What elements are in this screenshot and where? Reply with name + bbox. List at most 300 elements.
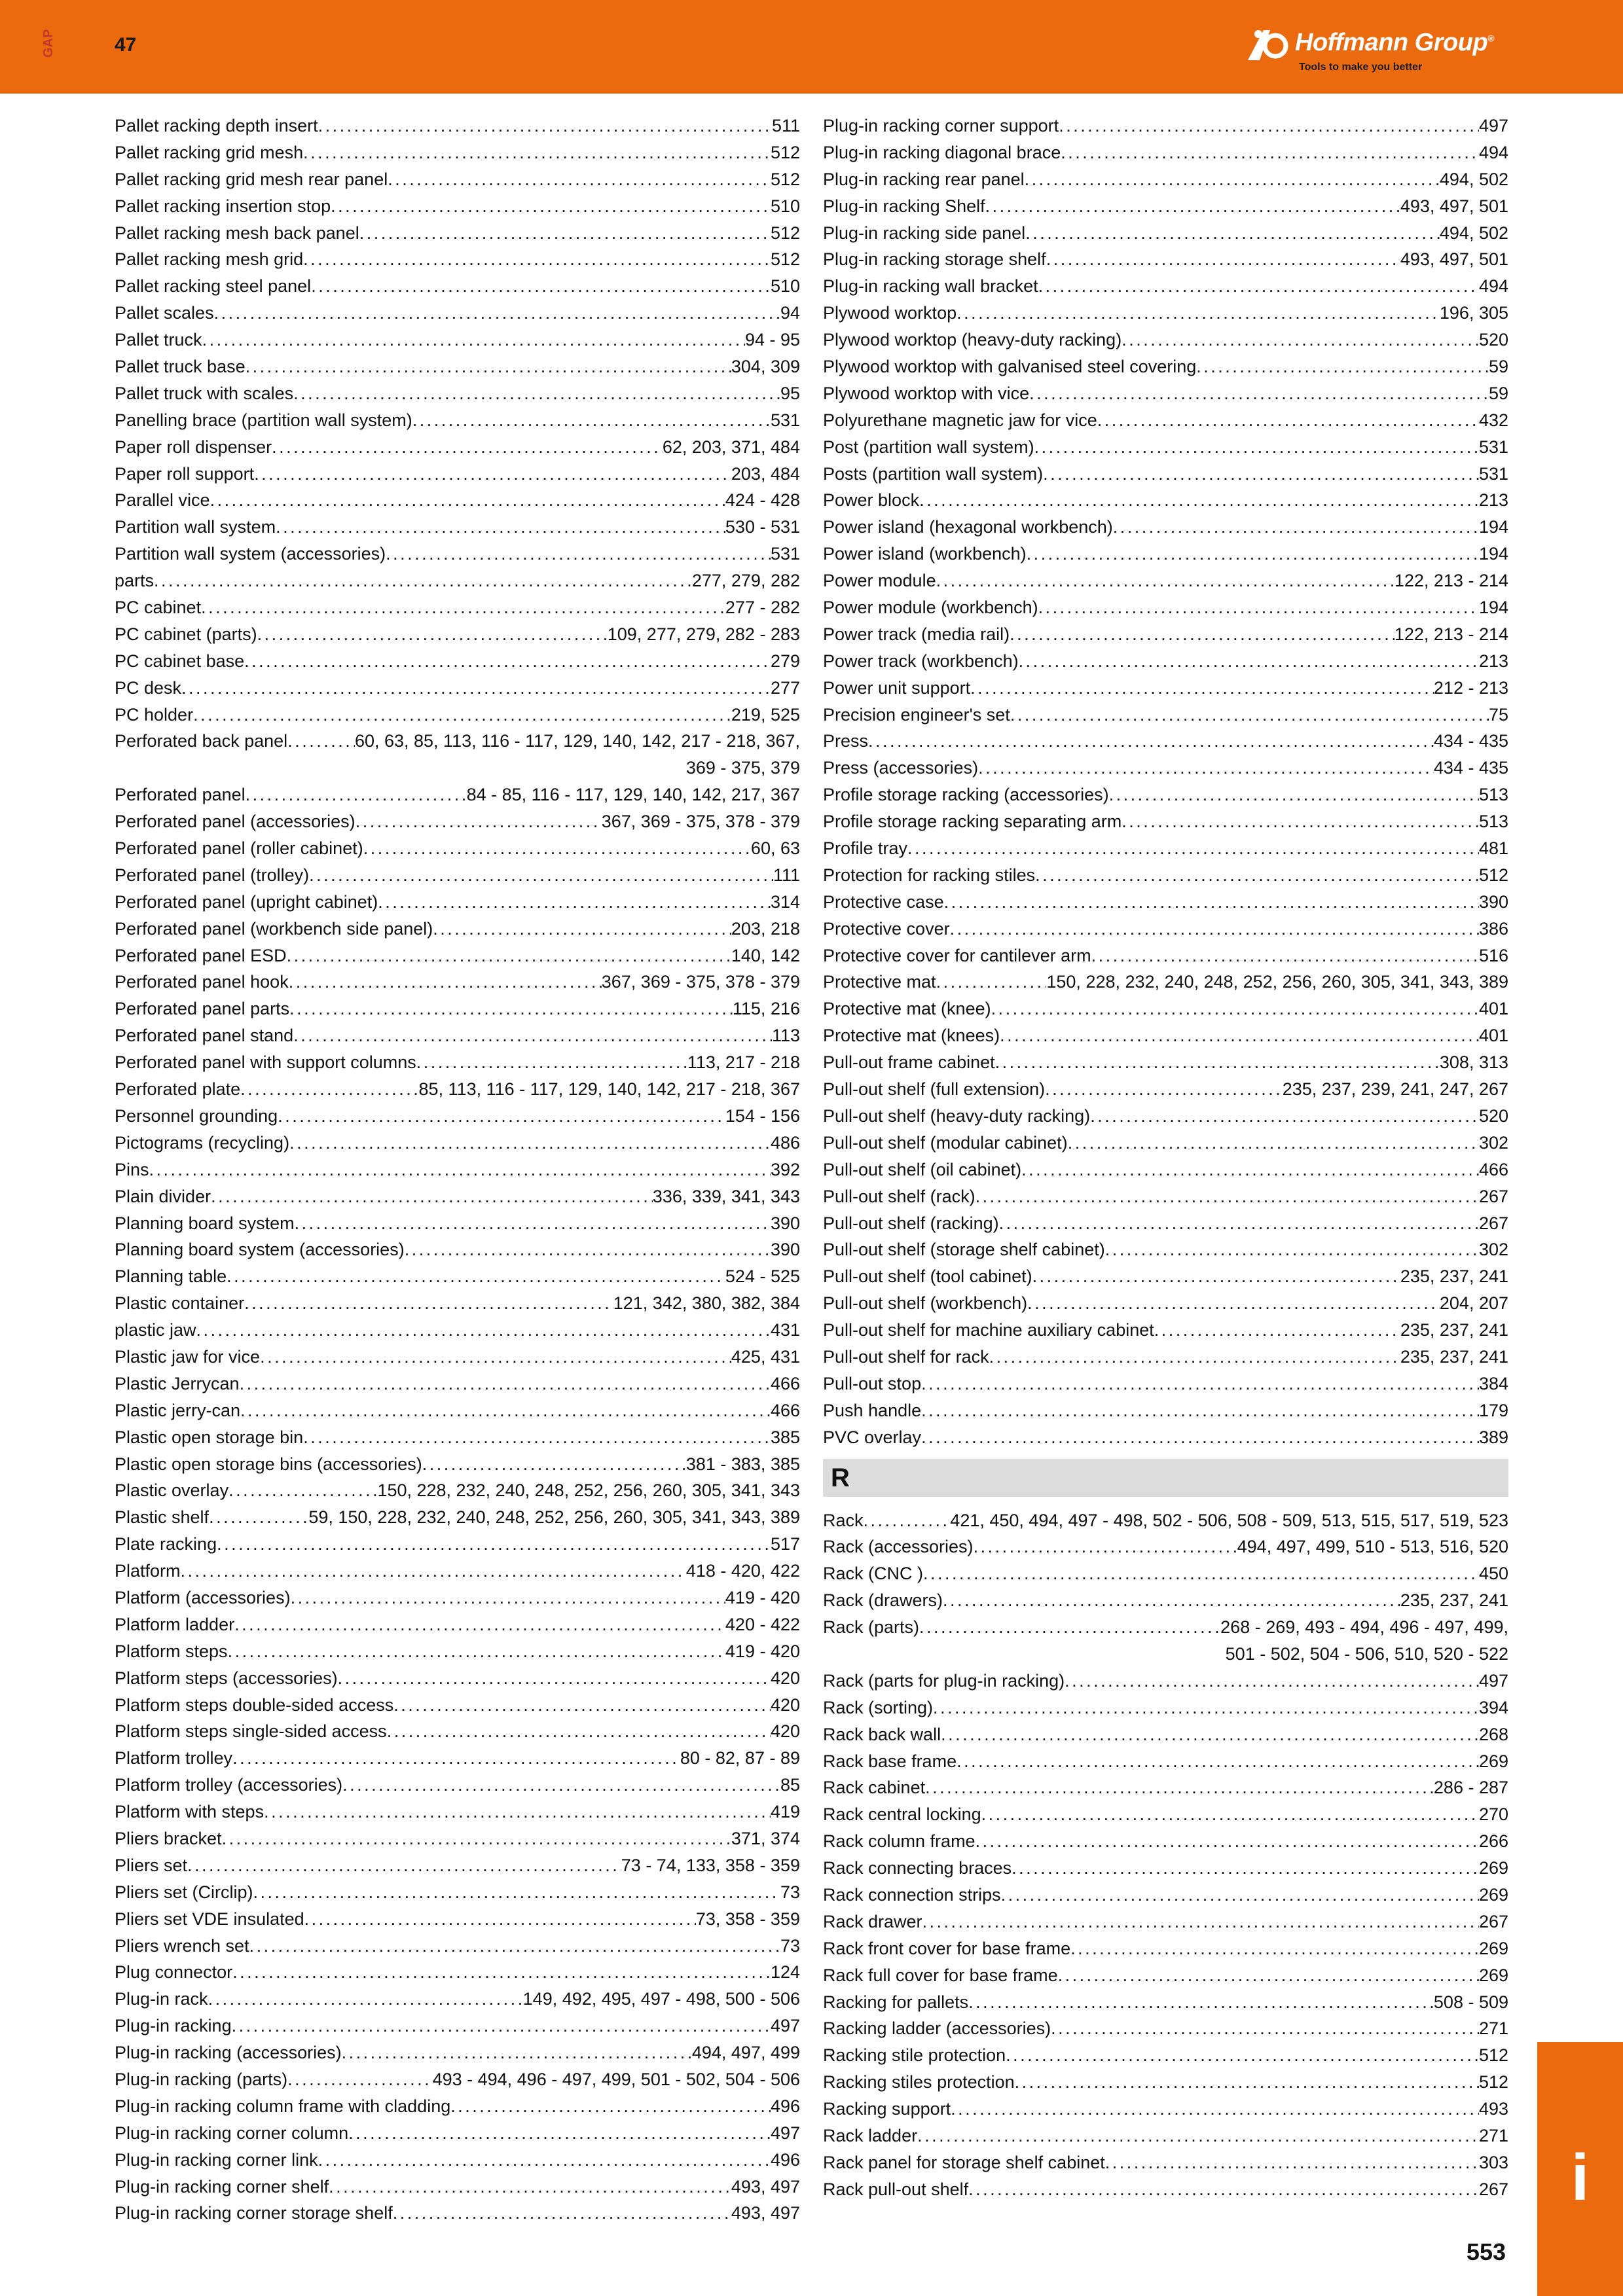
dot-leader <box>222 1825 731 1852</box>
dot-leader <box>240 1076 418 1103</box>
dot-leader <box>1027 541 1479 567</box>
dot-leader <box>240 1397 771 1424</box>
index-term: Platform with steps <box>115 1802 264 1822</box>
dot-leader <box>217 1531 771 1558</box>
dot-leader <box>234 1611 725 1638</box>
index-entry <box>115 193 800 220</box>
index-entry <box>115 1424 800 1451</box>
index-pages: 531 <box>1478 463 1508 484</box>
index-term: Protective mat <box>823 972 936 992</box>
index-term: Rack front cover for base frame <box>823 1938 1071 1958</box>
dot-leader <box>923 1560 1479 1587</box>
index-pages: 95 <box>780 383 800 403</box>
index-entry <box>115 1022 800 1049</box>
index-term: Perforated panel (workbench side panel) <box>115 918 433 939</box>
index-entry <box>823 1587 1508 1614</box>
dot-leader <box>291 1585 725 1611</box>
index-pages: 497 <box>1478 115 1508 135</box>
dot-leader <box>249 1933 780 1960</box>
index-pages: 336, 339, 341, 343 <box>652 1186 800 1206</box>
index-entry <box>823 621 1508 648</box>
index-pages: 277 - 282 <box>725 598 800 618</box>
index-term: Perforated panel ESD <box>115 945 287 965</box>
index-entry <box>823 1049 1508 1076</box>
dot-leader <box>970 675 1434 702</box>
index-entry <box>115 2174 800 2200</box>
index-pages: 60, 63 <box>750 838 800 859</box>
index-term: Plug-in racking wall bracket <box>823 276 1038 296</box>
dot-leader <box>957 300 1440 327</box>
index-pages: 269 <box>1478 1751 1508 1771</box>
index-entry <box>115 916 800 942</box>
index-entry <box>823 808 1508 835</box>
index-entry <box>115 1290 800 1317</box>
dot-leader <box>1021 1157 1479 1183</box>
dot-leader <box>412 407 771 434</box>
index-pages: 303 <box>1478 2152 1508 2172</box>
dot-leader <box>211 1183 653 1210</box>
index-term: Rack (accessories) <box>823 1537 974 1557</box>
index-entry <box>823 487 1508 514</box>
index-entry <box>115 675 800 702</box>
index-pages: 524 - 525 <box>725 1266 800 1287</box>
index-pages: 194 <box>1478 598 1508 618</box>
dot-leader <box>991 996 1479 1022</box>
index-pages: 235, 237, 241 <box>1400 1346 1508 1367</box>
index-entry <box>823 1157 1508 1183</box>
dot-leader <box>378 889 771 916</box>
index-term: Plug-in racking corner link <box>115 2149 318 2170</box>
index-entry <box>823 1022 1508 1049</box>
index-term: Pallet racking grid mesh rear panel <box>115 169 388 189</box>
index-pages: 367, 369 - 375, 378 - 379 <box>601 972 800 992</box>
index-pages: 121, 342, 380, 382, 384 <box>613 1293 800 1314</box>
dot-leader <box>943 1587 1400 1614</box>
dot-leader <box>303 246 771 273</box>
index-term: Platform trolley (accessories) <box>115 1775 343 1795</box>
index-term: Perforated panel parts <box>115 999 290 1019</box>
index-pages: 267 <box>1478 1186 1508 1206</box>
index-entry <box>115 1933 800 1960</box>
dot-leader <box>1010 621 1395 648</box>
index-pages: 73 - 74, 133, 358 - 359 <box>621 1855 800 1875</box>
index-pages: 235, 237, 241 <box>1400 1266 1508 1287</box>
index-term: Plug-in racking corner support <box>823 115 1059 135</box>
index-entry <box>115 1477 800 1504</box>
dot-leader <box>278 1103 725 1130</box>
index-term: Rack back wall <box>823 1724 941 1744</box>
dot-leader <box>1038 273 1479 300</box>
dot-leader <box>978 755 1434 781</box>
dot-leader <box>1025 166 1440 193</box>
index-pages: 384 <box>1478 1373 1508 1393</box>
dot-leader <box>921 1424 1479 1451</box>
dot-leader <box>1091 942 1479 969</box>
index-term: Rack drawer <box>823 1911 922 1931</box>
index-term: Profile storage racking separating arm <box>823 812 1122 832</box>
index-entry <box>115 1317 800 1344</box>
index-entry <box>115 969 800 996</box>
index-entry <box>823 2149 1508 2176</box>
index-entry <box>823 327 1508 353</box>
index-term: Perforated panel (roller cabinet) <box>115 838 363 859</box>
index-entry <box>115 1772 800 1799</box>
index-entry <box>823 220 1508 247</box>
index-pages: 269 <box>1478 1938 1508 1958</box>
dot-leader <box>1045 1076 1283 1103</box>
index-pages: 124 <box>770 1962 800 1982</box>
dot-leader <box>1029 380 1489 407</box>
index-term: PC holder <box>115 704 194 725</box>
index-pages: 390 <box>770 1240 800 1260</box>
index-entry <box>115 327 800 353</box>
brand-symbol-icon <box>1244 26 1291 63</box>
index-pages: 496 <box>770 2096 800 2116</box>
index-entry <box>115 353 800 380</box>
index-pages: 493 - 494, 496 - 497, 499, 501 - 502, 504 - 506 <box>432 2070 800 2089</box>
index-entry <box>823 1989 1508 2016</box>
index-pages: 381 - 383, 385 <box>685 1454 800 1474</box>
index-entry <box>823 380 1508 407</box>
index-entry <box>823 996 1508 1022</box>
index-entry <box>115 2093 800 2120</box>
index-entry <box>115 407 800 434</box>
index-term: Plug-in racking corner storage shelf <box>115 2203 393 2223</box>
dot-leader <box>196 1317 771 1344</box>
dot-leader <box>318 113 772 139</box>
index-pages: 269 <box>1478 1965 1508 1985</box>
index-term: Protection for racking stiles <box>823 865 1036 885</box>
index-term: Pliers set VDE insulated <box>115 1909 304 1929</box>
dot-leader <box>950 916 1479 942</box>
index-pages: 62, 203, 371, 484 <box>662 437 800 457</box>
dot-leader <box>246 781 467 808</box>
index-pages: 432 <box>1478 410 1508 430</box>
dot-leader <box>254 461 731 488</box>
index-pages: 59, 150, 228, 232, 240, 248, 252, 256, 260, 305, 341, 343, 389 <box>308 1507 800 1528</box>
index-entry <box>823 1534 1508 1560</box>
index-pages: 85, 113, 116 - 117, 129, 140, 142, 217 - 218, 367 <box>418 1079 800 1100</box>
index-pages: 268 - 269, 493 - 494, 496 - 497, 499, <box>1220 1617 1508 1638</box>
dot-leader <box>1012 1855 1479 1882</box>
dot-leader <box>246 353 731 380</box>
index-entry <box>823 1397 1508 1424</box>
index-entry <box>823 969 1508 996</box>
index-term: Pins <box>115 1159 149 1179</box>
index-pages: 512 <box>770 169 800 189</box>
dot-leader <box>1059 113 1479 139</box>
index-term: Rack central locking <box>823 1804 981 1825</box>
index-term: Pallet racking mesh back panel <box>115 223 359 243</box>
dot-leader <box>1097 407 1479 434</box>
dot-leader <box>309 862 773 889</box>
index-term: Perforated plate <box>115 1079 241 1100</box>
dot-leader <box>232 2013 771 2039</box>
brand-logo <box>1244 24 1506 82</box>
index-entry <box>823 1774 1508 1801</box>
dot-leader <box>232 1745 680 1772</box>
index-pages: 466 <box>770 1373 800 1393</box>
index-entry <box>823 1263 1508 1290</box>
index-term: Perforated panel with support columns <box>115 1052 416 1073</box>
dot-leader <box>289 969 602 996</box>
index-pages: 154 - 156 <box>725 1105 800 1126</box>
index-pages: 419 <box>770 1802 800 1822</box>
dot-leader <box>1105 2149 1479 2176</box>
index-pages: 431 <box>770 1320 800 1340</box>
index-pages: 434 - 435 <box>1433 731 1508 751</box>
dot-leader <box>154 567 692 594</box>
dot-leader <box>1006 2042 1479 2069</box>
dot-leader <box>228 1477 377 1504</box>
dot-leader <box>187 1852 621 1879</box>
dot-leader <box>941 1721 1479 1748</box>
index-term: Power module (workbench) <box>823 598 1038 618</box>
index-entry <box>115 1799 800 1825</box>
index-entry <box>823 1695 1508 1721</box>
index-term: Posts (partition wall system) <box>823 463 1044 484</box>
dot-leader <box>1019 648 1479 675</box>
index-pages: 394 <box>1478 1697 1508 1717</box>
dot-leader <box>260 1344 731 1371</box>
dot-leader <box>868 728 1434 755</box>
index-pages: 85 <box>780 1775 800 1795</box>
dot-leader <box>1025 220 1440 247</box>
index-entry <box>823 1748 1508 1775</box>
index-pages: 113 <box>771 1026 800 1046</box>
index-term: Pallet racking mesh grid <box>115 249 304 270</box>
index-entry <box>823 300 1508 327</box>
index-term: Racking stiles protection <box>823 2072 1015 2092</box>
index-entry <box>823 1236 1508 1263</box>
index-term: Press (accessories) <box>823 758 979 778</box>
index-entry <box>823 1935 1508 1962</box>
dot-leader <box>1122 327 1479 353</box>
index-entry <box>115 2013 800 2039</box>
index-term: PC cabinet <box>115 598 202 618</box>
dot-leader <box>968 1989 1434 2016</box>
dot-leader <box>1068 1130 1479 1157</box>
index-column-right <box>823 113 1508 2203</box>
dot-leader <box>338 1665 771 1692</box>
dot-leader <box>1000 1022 1479 1049</box>
index-term: Platform ladder <box>115 1614 235 1634</box>
index-term: Perforated panel <box>115 785 246 805</box>
index-pages: 481 <box>1478 838 1508 859</box>
index-term: Plastic jaw for vice <box>115 1346 261 1367</box>
index-term: Paper roll support <box>115 463 255 484</box>
index-entry <box>115 942 800 969</box>
index-entry <box>115 889 800 916</box>
index-pages: 420 <box>770 1721 800 1742</box>
index-pages: 73 <box>780 1935 800 1956</box>
index-entry <box>823 434 1508 461</box>
dot-leader <box>1034 434 1479 461</box>
index-term: Plywood worktop with vice <box>823 383 1030 403</box>
index-entry <box>115 113 800 139</box>
index-entry <box>115 781 800 808</box>
dot-leader <box>208 1986 523 2013</box>
dot-leader <box>181 1558 686 1585</box>
index-term: Pallet racking steel panel <box>115 276 312 296</box>
index-entry <box>115 2200 800 2227</box>
index-term: Platform steps single-sided access <box>115 1721 387 1742</box>
index-term: Platform trolley <box>115 1748 233 1768</box>
index-term: Platform steps double-sided access <box>115 1695 394 1715</box>
index-entry <box>823 514 1508 541</box>
index-term: Partition wall system (accessories) <box>115 544 386 564</box>
index-pages: 203, 484 <box>731 463 800 484</box>
index-entry <box>823 1560 1508 1587</box>
dot-leader <box>287 2066 432 2093</box>
index-pages: 385 <box>770 1427 800 1447</box>
index-pages: 420 - 422 <box>725 1614 800 1634</box>
index-pages: 113, 217 - 218 <box>687 1052 800 1073</box>
index-entry <box>115 567 800 594</box>
index-term: Pliers set (Circlip) <box>115 1882 253 1902</box>
index-term: Plug-in racking column frame with cladding <box>115 2096 451 2116</box>
index-pages: 531 <box>770 410 800 430</box>
index-entry <box>115 2120 800 2147</box>
index-pages: 111 <box>773 865 800 885</box>
dot-leader <box>917 2123 1479 2149</box>
dot-leader <box>331 193 771 220</box>
dot-leader <box>919 1614 1220 1641</box>
index-term: Rack ladder <box>823 2126 918 2145</box>
dot-leader <box>995 1049 1440 1076</box>
dot-leader <box>1010 702 1489 728</box>
dot-leader <box>363 835 751 862</box>
dot-leader <box>287 942 731 969</box>
index-term: Planning board system <box>115 1213 295 1233</box>
index-entry <box>823 1721 1508 1748</box>
dot-leader <box>388 166 771 193</box>
index-term: Pull-out frame cabinet <box>823 1052 995 1073</box>
index-pages: 450 <box>1478 1564 1508 1584</box>
index-entry <box>823 2015 1508 2042</box>
index-entry <box>823 2069 1508 2096</box>
index-pages-continued: 369 - 375, 379 <box>685 758 800 778</box>
index-term: Racking support <box>823 2099 951 2119</box>
index-pages: 59 <box>1488 357 1508 376</box>
index-pages: 140, 142 <box>731 945 800 965</box>
dot-leader <box>209 1504 308 1531</box>
dot-leader <box>1196 353 1489 380</box>
dot-leader <box>968 2176 1479 2203</box>
index-pages: 466 <box>1478 1159 1508 1179</box>
index-term: Plug connector <box>115 1962 233 1982</box>
index-entry <box>115 514 800 541</box>
index-entry <box>823 728 1508 755</box>
index-pages: 304, 309 <box>731 357 800 376</box>
index-term: Rack (drawers) <box>823 1590 943 1611</box>
index-entry <box>115 1558 800 1585</box>
index-entry <box>115 246 800 273</box>
index-term: Plug-in racking storage shelf <box>823 249 1046 270</box>
dot-leader <box>272 434 663 461</box>
index-column-left <box>115 113 800 2227</box>
index-pages: 235, 237, 241 <box>1400 1590 1508 1611</box>
dot-leader <box>311 273 771 300</box>
index-entry <box>115 1371 800 1397</box>
index-term: Plug-in racking rear panel <box>823 169 1025 189</box>
index-term: Protective case <box>823 891 944 912</box>
dot-leader <box>416 1049 687 1076</box>
index-entry <box>115 1638 800 1665</box>
index-pages: 267 <box>1478 2179 1508 2199</box>
index-term: Platform <box>115 1561 181 1581</box>
dot-leader <box>1035 862 1479 889</box>
index-term: Pliers wrench set <box>115 1935 249 1956</box>
index-term: Pliers bracket <box>115 1828 222 1848</box>
index-pages: 486 <box>770 1132 800 1153</box>
dot-leader <box>974 1534 1237 1560</box>
index-entry <box>823 1882 1508 1909</box>
index-entry <box>115 1130 800 1157</box>
index-pages: 279 <box>770 651 800 671</box>
index-entry <box>115 1585 800 1611</box>
index-pages: 510 <box>770 196 800 216</box>
index-entry <box>115 487 800 514</box>
index-pages: 493 <box>1478 2099 1508 2119</box>
index-pages: 493, 497 <box>731 2176 800 2197</box>
index-pages: 434 - 435 <box>1433 758 1508 778</box>
dot-leader <box>925 1774 1434 1801</box>
index-term: plastic jaw <box>115 1320 196 1340</box>
index-pages: 194 <box>1478 544 1508 564</box>
index-pages: 401 <box>1478 999 1508 1019</box>
dot-leader <box>976 1828 1479 1855</box>
dot-leader <box>450 2093 771 2120</box>
index-pages: 367, 369 - 375, 378 - 379 <box>601 812 800 832</box>
dot-leader <box>329 2174 731 2200</box>
dot-leader <box>276 514 725 541</box>
index-pages: 466 <box>770 1400 800 1420</box>
index-pages: 513 <box>1478 812 1508 832</box>
index-pages: 530 - 531 <box>725 517 800 537</box>
index-pages: 219, 525 <box>731 704 800 725</box>
index-term: Protective mat (knee) <box>823 999 991 1019</box>
index-entry <box>823 1344 1508 1371</box>
index-term: Post (partition wall system) <box>823 437 1034 457</box>
dot-leader <box>921 1371 1479 1397</box>
index-term: Protective mat (knees) <box>823 1026 1000 1046</box>
index-entry <box>115 273 800 300</box>
index-pages: 115, 216 <box>732 999 800 1019</box>
index-entry <box>823 862 1508 889</box>
dot-leader <box>386 541 771 567</box>
index-entry <box>823 1130 1508 1157</box>
dot-leader <box>232 1959 771 1986</box>
index-entry <box>115 1504 800 1531</box>
index-pages: 386 <box>1478 918 1508 939</box>
index-term: Pallet racking depth insert <box>115 115 318 135</box>
dot-leader <box>359 220 771 247</box>
index-term: Plug-in racking side panel <box>823 223 1026 243</box>
index-pages: 390 <box>770 1213 800 1233</box>
index-pages: 419 - 420 <box>725 1587 800 1607</box>
index-term: Rack (CNC ) <box>823 1564 923 1584</box>
index-pages: 235, 237, 241 <box>1400 1320 1508 1340</box>
index-pages: 494 <box>1478 142 1508 162</box>
dot-leader <box>201 594 725 621</box>
index-entry <box>823 648 1508 675</box>
index-pages: 512 <box>1478 2072 1508 2092</box>
index-entry <box>115 1451 800 1478</box>
index-pages: 512 <box>770 223 800 243</box>
dot-leader <box>193 702 731 728</box>
index-entry <box>115 166 800 193</box>
